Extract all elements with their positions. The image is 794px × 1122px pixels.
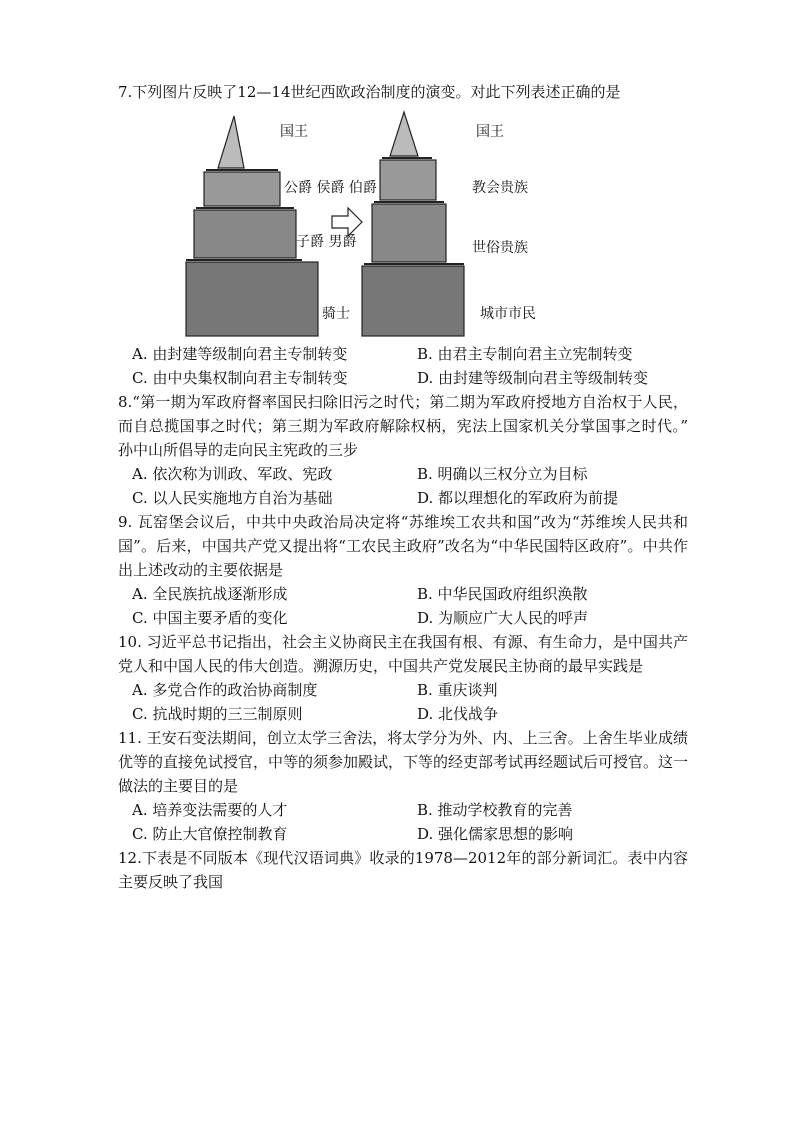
option-b[interactable]: B. 重庆谈判 — [417, 681, 498, 699]
option-c[interactable]: C. 以人民实施地方自治为基础 — [132, 489, 333, 507]
question-8 — [118, 390, 688, 510]
question-stem: 10. 习近平总书记指出，社会主义协商民主在我国有根、有源、有生命力，是中国共产党人和中国人民的伟大创造。溯源历史，中国共产党发展民主协商的最早实践是 — [118, 633, 688, 675]
option-a[interactable]: A. 多党合作的政治协商制度 — [132, 681, 318, 699]
option-a[interactable]: A. 由封建等级制向君主专制转变 — [132, 345, 348, 363]
question-stem: 12.下表是不同版本《现代汉语词典》收录的1978—2012年的部分新词汇。表中内容主要反映了我国 — [118, 849, 688, 891]
question-9 — [118, 510, 688, 630]
fig-label-left: 子爵 男爵 — [296, 234, 357, 250]
option-c[interactable]: C. 由中央集权制向君主专制转变 — [132, 369, 348, 387]
option-b[interactable]: B. 由君主专制向君主立宪制转变 — [417, 345, 633, 363]
question-stem: 11. 王安石变法期间，创立太学三舍法，将太学分为外、内、上三舍。上舍生毕业成绩优等的直接免试授官，中等的须参加殿试，下等的经吏部考试再经题试后可授官。这一做法的主要目的是 — [118, 729, 689, 795]
question-10 — [118, 630, 688, 726]
fig-label-left: 国王 — [280, 124, 308, 140]
option-c[interactable]: C. 防止大官僚控制教育 — [132, 825, 288, 843]
pyramid-figure — [182, 108, 582, 340]
question-stem: 9. 瓦窑堡会议后，中共中央政治局决定将“苏维埃工农共和国”改为“苏维埃人民共和国”。后来，中国共产党又提出将“工农民主政府”改名为“中华民国特区政府”。中共作出上述改动的主要依据是 — [118, 513, 688, 579]
option-d[interactable]: D. 为顺应广大人民的呼声 — [417, 609, 589, 627]
option-d[interactable]: D. 北伐战争 — [417, 705, 499, 723]
options-grid — [118, 798, 688, 846]
fig-label-right: 教会贵族 — [472, 180, 528, 196]
exam-page — [118, 80, 688, 894]
option-d[interactable]: D. 都以理想化的军政府为前提 — [417, 489, 619, 507]
question-11 — [118, 726, 688, 846]
option-a[interactable]: A. 全民族抗战逐渐形成 — [132, 585, 288, 603]
options-grid — [118, 582, 688, 630]
question-stem: 8.“第一期为军政府督率国民扫除旧污之时代；第二期为军政府授地方自治权于人民，而自总揽国事之时代；第三期为军政府解除权柄，宪法上国家机关分掌国事之时代。” 孙中山所倡导的走向民主宪政的三步 — [118, 393, 688, 459]
fig-label-left: 骑士 — [322, 306, 350, 322]
options-grid — [118, 462, 688, 510]
option-c[interactable]: C. 抗战时期的三三制原则 — [132, 705, 303, 723]
option-a[interactable]: A. 依次称为训政、军政、宪政 — [132, 465, 333, 483]
option-d[interactable]: D. 由封建等级制向君主等级制转变 — [417, 369, 649, 387]
option-a[interactable]: A. 培养变法需要的人才 — [132, 801, 288, 819]
option-b[interactable]: B. 明确以三权分立为目标 — [417, 465, 588, 483]
option-c[interactable]: C. 中国主要矛盾的变化 — [132, 609, 288, 627]
option-d[interactable]: D. 强化儒家思想的影响 — [417, 825, 574, 843]
options-grid — [118, 342, 688, 390]
option-b[interactable]: B. 推动学校教育的完善 — [417, 801, 573, 819]
fig-label-left: 公爵 侯爵 伯爵 — [284, 180, 377, 196]
option-b[interactable]: B. 中华民国政府组织涣散 — [417, 585, 588, 603]
options-grid — [118, 678, 688, 726]
fig-label-right: 城市市民 — [480, 306, 536, 322]
question-7 — [118, 80, 688, 390]
question-12 — [118, 846, 688, 894]
question-stem: 7.下列图片反映了12—14世纪西欧政治制度的演变。对此下列表述正确的是 — [118, 83, 621, 101]
fig-label-right: 国王 — [476, 124, 504, 140]
fig-label-right: 世俗贵族 — [472, 240, 528, 256]
